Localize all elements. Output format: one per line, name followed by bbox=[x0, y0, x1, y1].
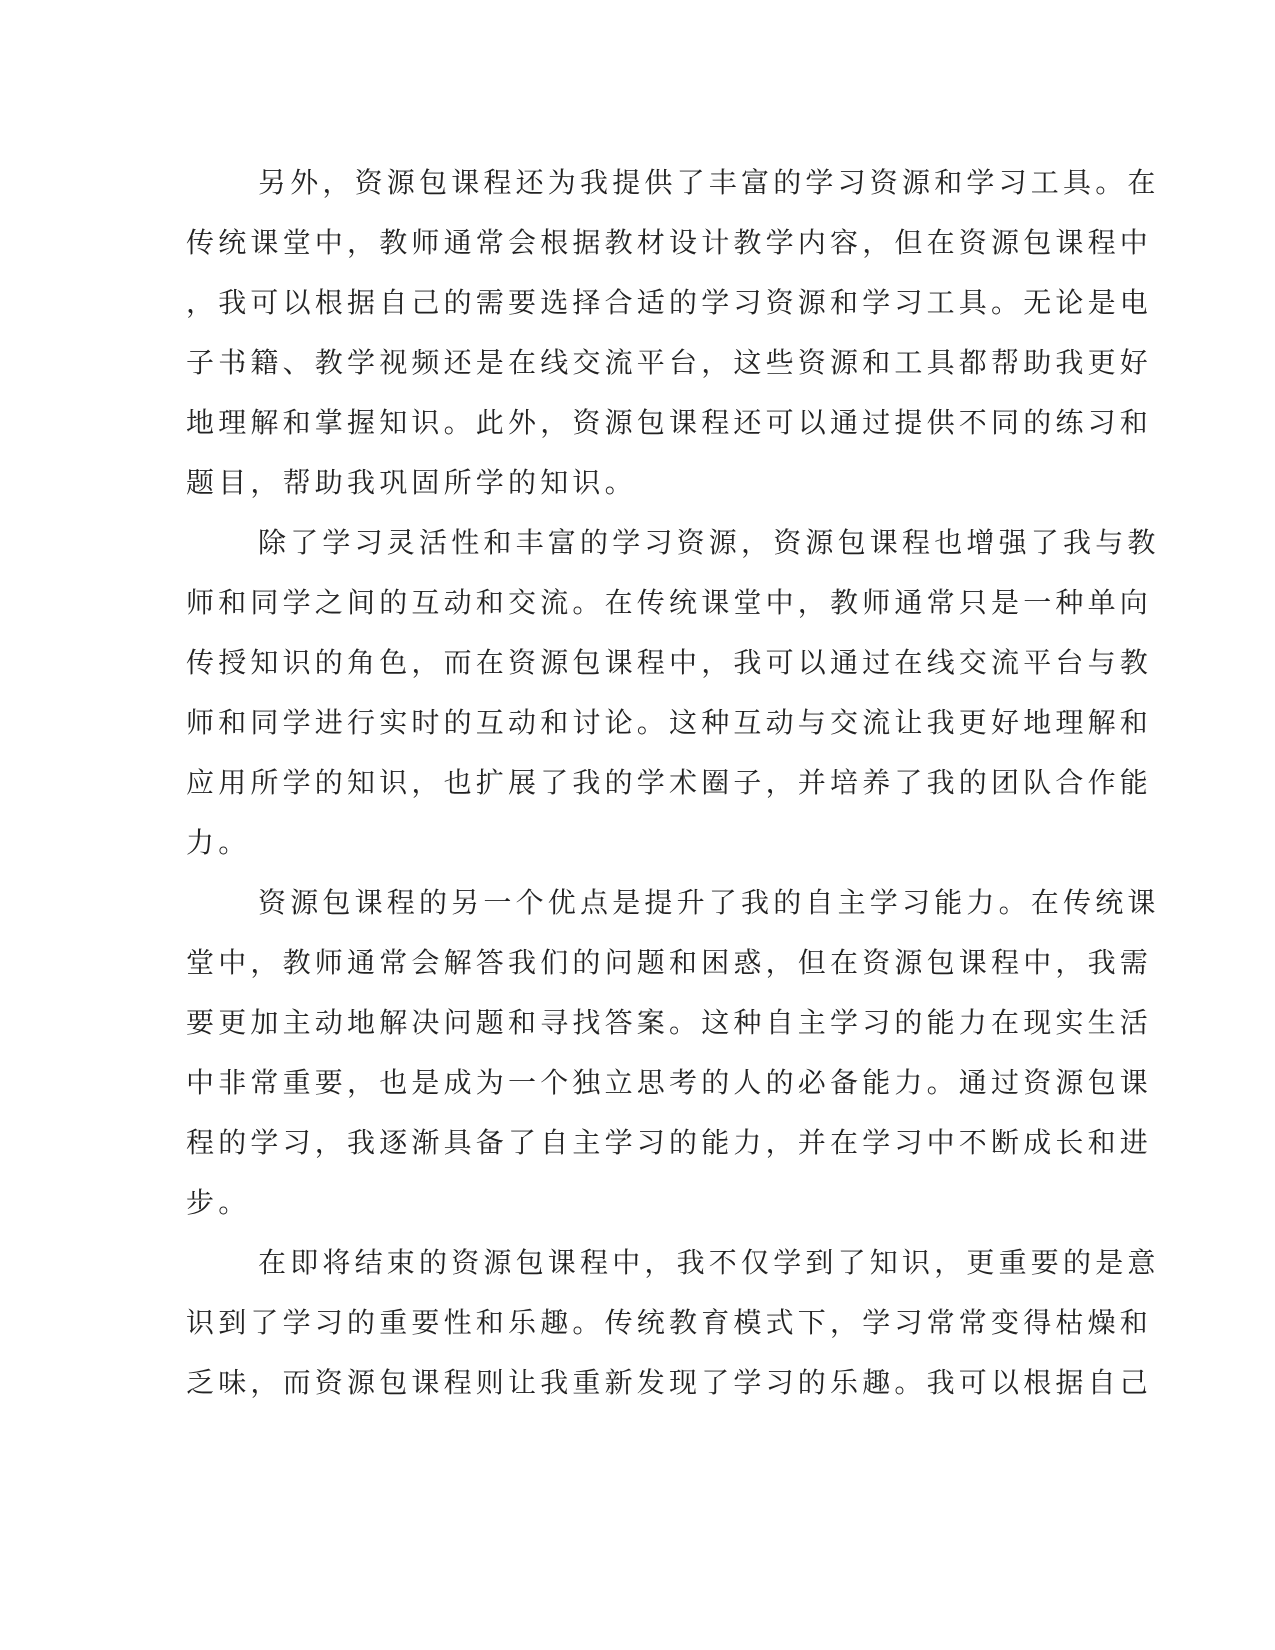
paragraph-3-line-5: 程的学习，我逐渐具备了自主学习的能力，并在学习中不断成长和进 bbox=[186, 1126, 1153, 1159]
paragraph-4-line-3: 乏味，而资源包课程则让我重新发现了学习的乐趣。我可以根据自己 bbox=[186, 1366, 1153, 1399]
paragraph-2-line-6: 力。 bbox=[186, 826, 251, 859]
paragraph-2-line-2: 师和同学之间的互动和交流。在传统课堂中，教师通常只是一种单向 bbox=[186, 586, 1153, 619]
paragraph-1-line-4: 子书籍、教学视频还是在线交流平台，这些资源和工具都帮助我更好 bbox=[186, 346, 1153, 379]
body-text bbox=[186, 153, 1160, 1413]
paragraph-4-line-1: 在即将结束的资源包课程中，我不仅学到了知识，更重要的是意 bbox=[258, 1246, 1160, 1279]
paragraph-1-line-6: 题目，帮助我巩固所学的知识。 bbox=[186, 466, 637, 499]
paragraph-1-line-2: 传统课堂中，教师通常会根据教材设计教学内容，但在资源包课程中 bbox=[186, 226, 1153, 259]
paragraph-3-line-4: 中非常重要，也是成为一个独立思考的人的必备能力。通过资源包课 bbox=[186, 1066, 1153, 1099]
paragraph-3-line-3: 要更加主动地解决问题和寻找答案。这种自主学习的能力在现实生活 bbox=[186, 1006, 1153, 1039]
paragraph-3-line-6: 步。 bbox=[186, 1186, 251, 1219]
paragraph-2-line-1: 除了学习灵活性和丰富的学习资源，资源包课程也增强了我与教 bbox=[258, 526, 1160, 559]
paragraph-1-line-5: 地理解和掌握知识。此外，资源包课程还可以通过提供不同的练习和 bbox=[186, 406, 1153, 439]
paragraph-3-line-2: 堂中，教师通常会解答我们的问题和困惑，但在资源包课程中，我需 bbox=[186, 946, 1153, 979]
paragraph-4-line-2: 识到了学习的重要性和乐趣。传统教育模式下，学习常常变得枯燥和 bbox=[186, 1306, 1153, 1339]
paragraph-1-line-3: ，我可以根据自己的需要选择合适的学习资源和学习工具。无论是电 bbox=[186, 286, 1153, 319]
paragraph-1-line-1: 另外，资源包课程还为我提供了丰富的学习资源和学习工具。在 bbox=[258, 166, 1160, 199]
paragraph-2-line-5: 应用所学的知识，也扩展了我的学术圈子，并培养了我的团队合作能 bbox=[186, 766, 1153, 799]
paragraph-3-line-1: 资源包课程的另一个优点是提升了我的自主学习能力。在传统课 bbox=[258, 886, 1160, 919]
paragraph-2-line-4: 师和同学进行实时的互动和讨论。这种互动与交流让我更好地理解和 bbox=[186, 706, 1153, 739]
paragraph-2-line-3: 传授知识的角色，而在资源包课程中，我可以通过在线交流平台与教 bbox=[186, 646, 1153, 679]
